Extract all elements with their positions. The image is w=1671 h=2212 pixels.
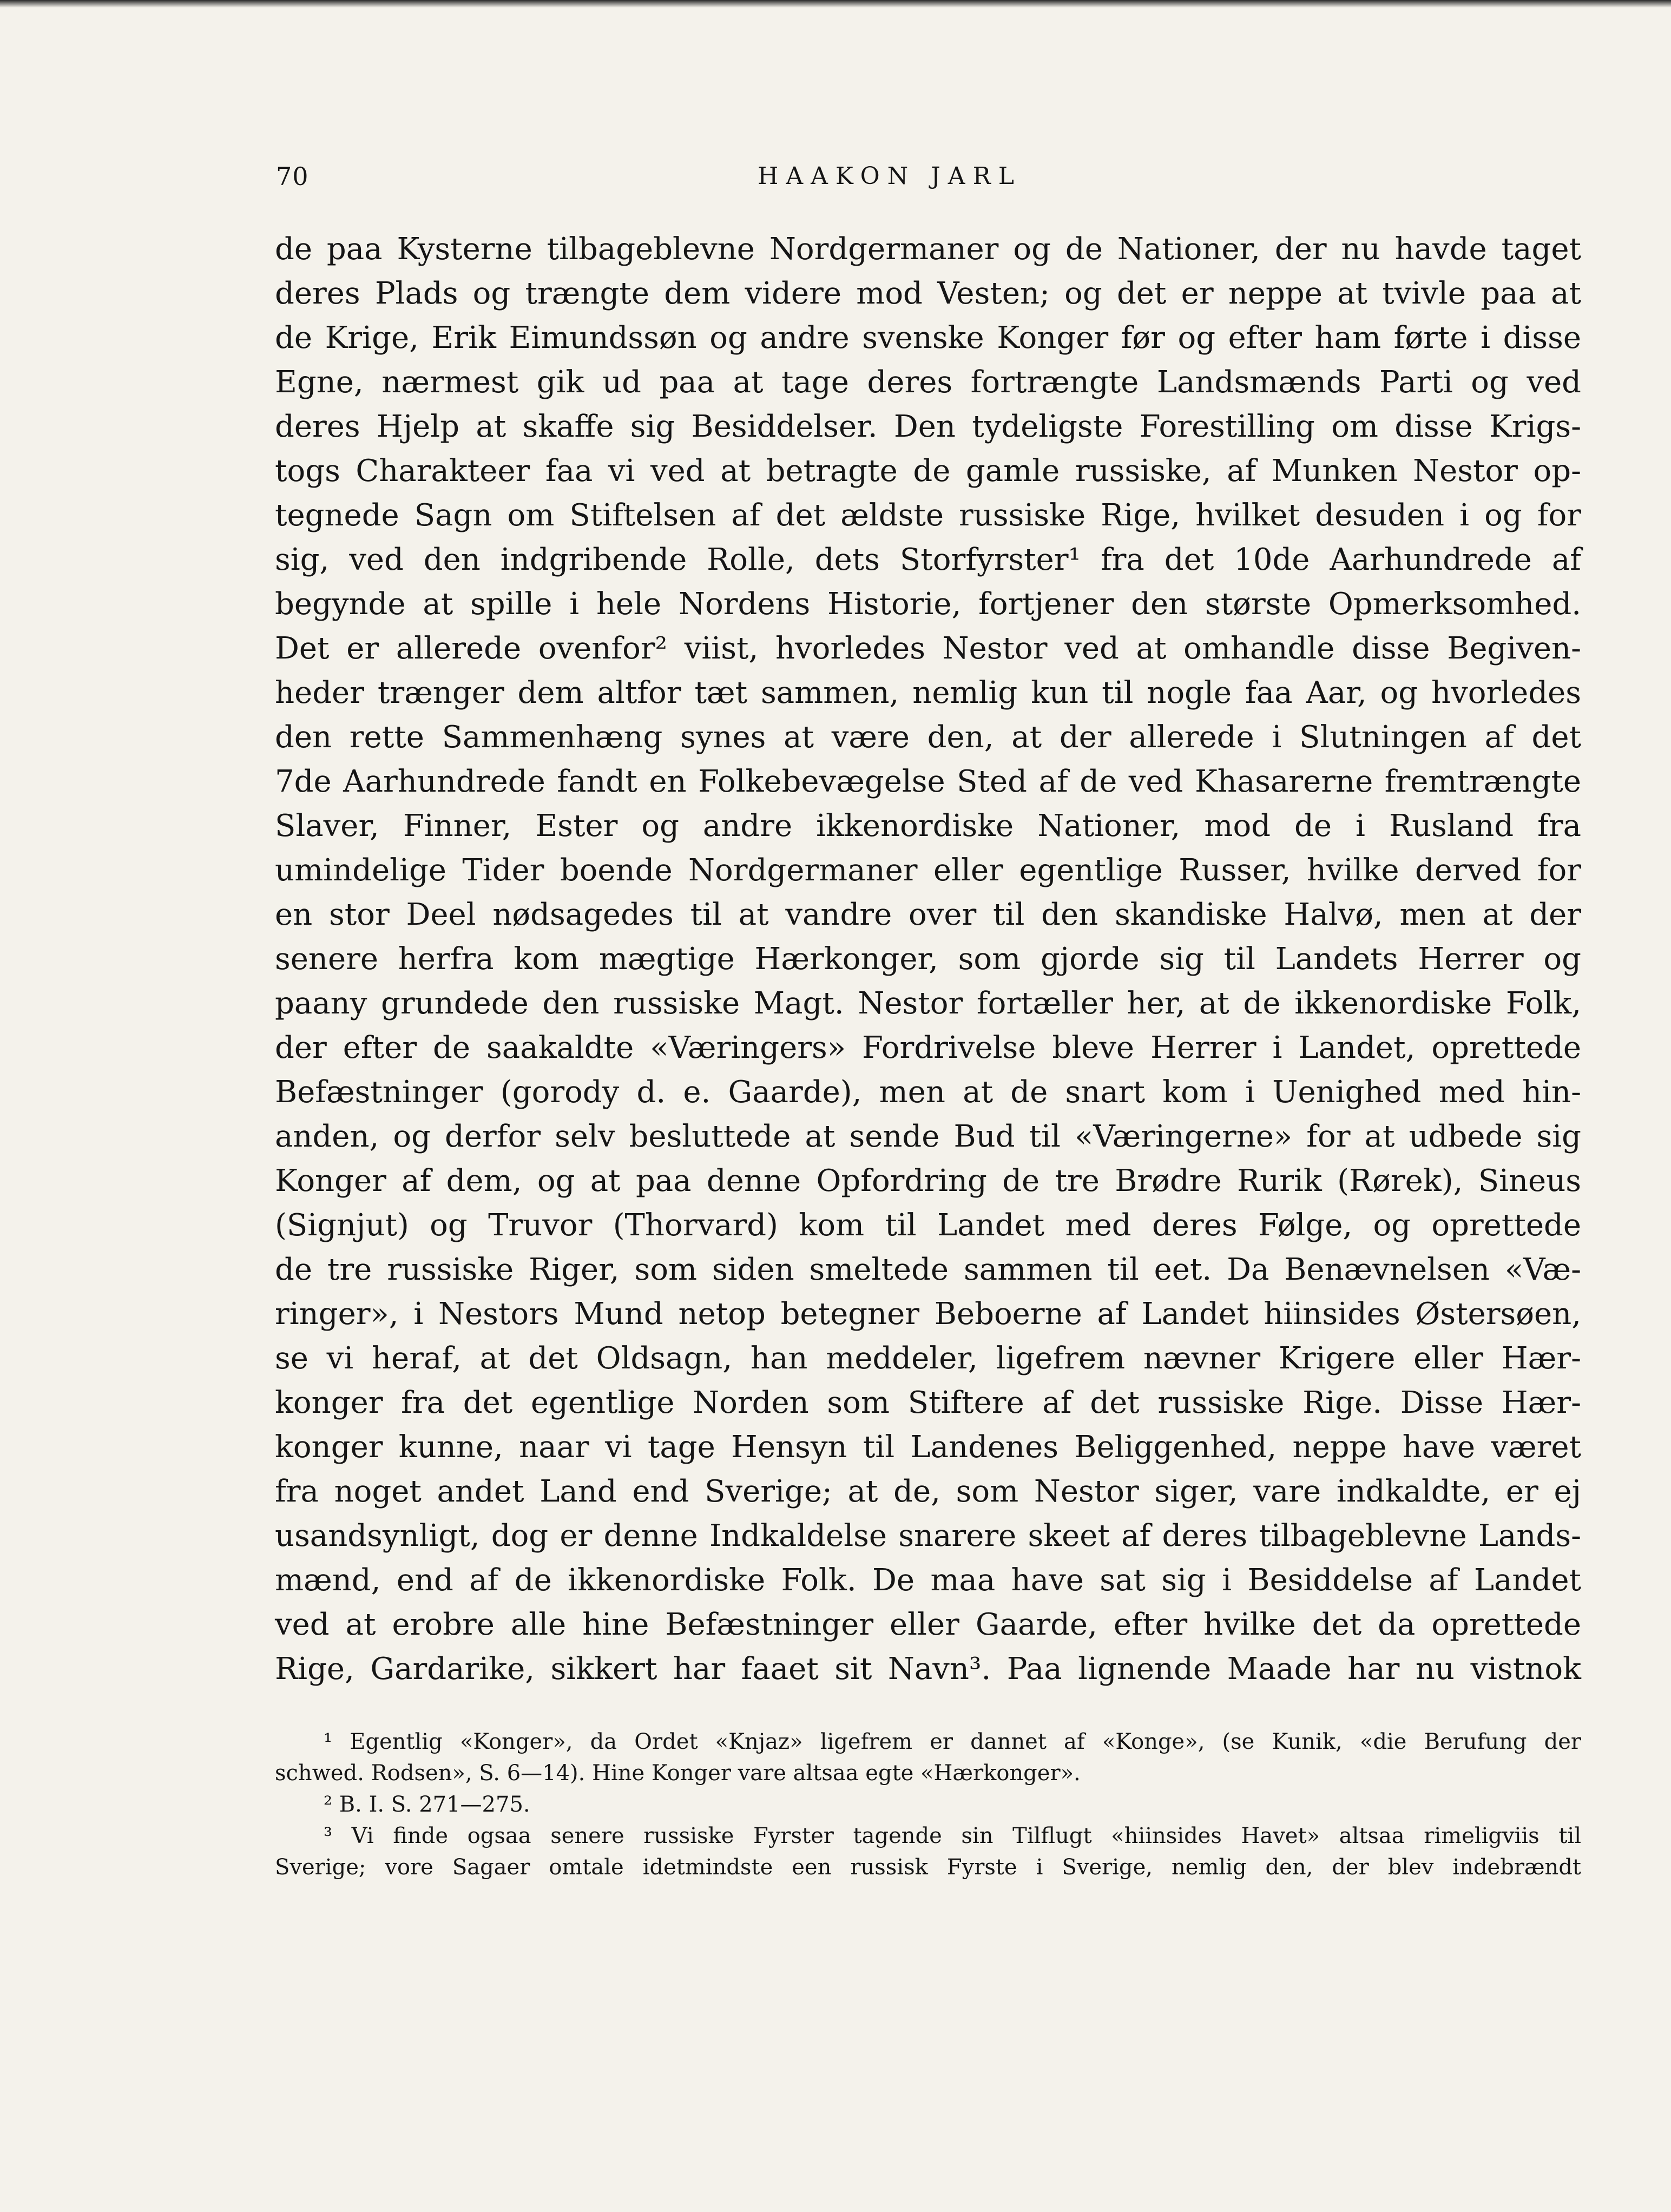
- text-line: de tre russiske Riger, som siden smeltede sammen til eet. Da Benævnelsen «Væ-: [275, 1252, 1581, 1287]
- text-line: deres Hjelp at skaffe sig Besiddelser. Den tydeligste Forestilling om disse Krigs-: [275, 409, 1581, 444]
- text-line: se vi heraf, at det Oldsagn, han meddeler, ligefrem nævner Krigere eller Hær-: [275, 1341, 1581, 1376]
- text-line: en stor Deel nødsagedes til at vandre over til den skandiske Halvø, men at der: [275, 897, 1581, 932]
- text-line: konger fra det egentlige Norden som Stiftere af det russiske Rige. Disse Hær-: [275, 1385, 1581, 1420]
- text-line: de paa Kysterne tilbageblevne Nordgermaner og de Nationer, der nu havde taget: [275, 232, 1581, 267]
- footnote-line: ¹ Egentlig «Konger», da Ordet «Knjaz» ligefrem er dannet af «Konge», (se Kunik, «die Berufung der: [324, 1729, 1581, 1754]
- text-line: senere herfra kom mægtige Hærkonger, som gjorde sig til Landets Herrer og: [275, 942, 1581, 977]
- text-line: tegnede Sagn om Stiftelsen af det ældste russiske Rige, hvilket desuden i og for: [275, 498, 1581, 533]
- text-line: Befæstninger (gorody d. e. Gaarde), men at de snart kom i Uenighed med hin-: [275, 1075, 1581, 1110]
- scan-edge: [0, 0, 1671, 8]
- footnote-line: ³ Vi finde ogsaa senere russiske Fyrster tagende sin Tilflugt «hiinsides Havet» altsaa rimeligviis til: [324, 1823, 1581, 1848]
- text-line: (Signjut) og Truvor (Thorvard) kom til Landet med deres Følge, og oprettede: [275, 1208, 1581, 1243]
- text-line: ved at erobre alle hine Befæstninger eller Gaarde, efter hvilke det da oprettede: [275, 1607, 1581, 1642]
- text-line: usandsynligt, dog er denne Indkaldelse snarere skeet af deres tilbageblevne Lands-: [275, 1518, 1581, 1553]
- footnote-line: Sverige; vore Sagaer omtale idetmindste een russisk Fyrste i Sverige, nemlig den, der blev indebrændt: [275, 1855, 1581, 1880]
- text-line: deres Plads og trængte dem videre mod Vesten; og det er neppe at tvivle paa at: [275, 276, 1581, 311]
- text-line: Egne, nærmest gik ud paa at tage deres fortrængte Landsmænds Parti og ved: [275, 365, 1581, 400]
- text-line: den rette Sammenhæng synes at være den, at der allerede i Slutningen af det: [275, 720, 1581, 755]
- text-line: konger kunne, naar vi tage Hensyn til Landenes Beliggenhed, neppe have været: [275, 1430, 1581, 1465]
- text-line: Slaver, Finner, Ester og andre ikkenordiske Nationer, mod de i Rusland fra: [275, 808, 1581, 844]
- text-line: 7de Aarhundrede fandt en Folkebevægelse Sted af de ved Khasarerne fremtrængte: [275, 764, 1581, 799]
- text-line: umindelige Tider boende Nordgermaner eller egentlige Russer, hvilke derved for: [275, 853, 1581, 888]
- text-line: Det er allerede ovenfor² viist, hvorledes Nestor ved at omhandle disse Begiven-: [275, 631, 1581, 666]
- main-text: [275, 227, 1581, 1691]
- running-head: HAAKON JARL: [758, 162, 1022, 190]
- text-line: sig, ved den indgribende Rolle, dets Storfyrster¹ fra det 10de Aarhundrede af: [275, 542, 1581, 577]
- text-line: togs Charakteer faa vi ved at betragte de gamle russiske, af Munken Nestor op-: [275, 453, 1581, 489]
- footnote-line: schwed. Rodsen», S. 6—14). Hine Konger vare altsaa egte «Hærkonger».: [275, 1761, 1081, 1786]
- text-line: begynde at spille i hele Nordens Historie, fortjener den største Opmerksomhed.: [275, 587, 1581, 622]
- text-line: der efter de saakaldte «Væringers» Fordrivelse bleve Herrer i Landet, oprettede: [275, 1030, 1581, 1065]
- text-line: heder trænger dem altfor tæt sammen, nemlig kun til nogle faa Aar, og hvorledes: [275, 675, 1581, 710]
- page-header: [0, 160, 1671, 198]
- text-line: anden, og derfor selv besluttede at sende Bud til «Væringerne» for at udbede sig: [275, 1119, 1581, 1154]
- text-line: Rige, Gardarike, sikkert har faaet sit Navn³. Paa lignende Maade har nu vistnok: [275, 1651, 1581, 1687]
- text-line: de Krige, Erik Eimundssøn og andre svenske Konger før og efter ham førte i disse: [275, 320, 1581, 356]
- text-line: fra noget andet Land end Sverige; at de, som Nestor siger, vare indkaldte, er ej: [275, 1474, 1581, 1509]
- text-line: mænd, end af de ikkenordiske Folk. De maa have sat sig i Besiddelse af Landet: [275, 1563, 1581, 1598]
- text-line: Konger af dem, og at paa denne Opfordring de tre Brødre Rurik (Rørek), Sineus: [275, 1163, 1581, 1199]
- text-line: paany grundede den russiske Magt. Nestor fortæller her, at de ikkenordiske Folk,: [275, 986, 1581, 1021]
- footnote-line: ² B. I. S. 271—275.: [324, 1792, 530, 1817]
- text-line: ringer», i Nestors Mund netop betegner Beboerne af Landet hiinsides Østersøen,: [275, 1296, 1581, 1332]
- page-number: 70: [276, 162, 309, 191]
- footnotes: [275, 1726, 1581, 1883]
